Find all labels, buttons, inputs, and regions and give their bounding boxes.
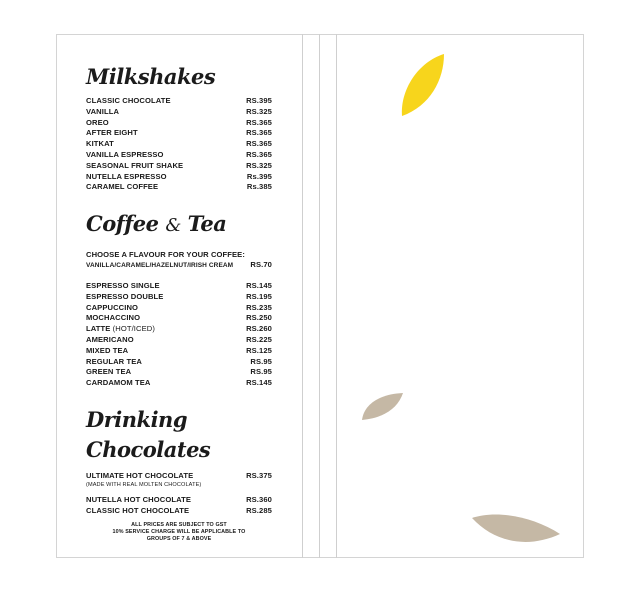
flavour-price: RS.70: [250, 260, 272, 270]
menu-item: [86, 346, 272, 357]
item-name: LATTE: [86, 324, 111, 334]
menu-item: [86, 378, 272, 389]
item-price: RS.360: [246, 494, 272, 504]
item-note: (HOT/ICED): [112, 324, 155, 334]
item-price: RS.250: [246, 313, 272, 323]
flavour-options: VANILLA/CARAMEL/HAZELNUT/IRISH CREAM: [86, 262, 234, 270]
item-name: KITKAT: [86, 139, 114, 149]
heading-word: Coffee: [86, 211, 159, 237]
item-name: MOCHACCINO: [86, 313, 141, 323]
item-name: AMERICANO: [86, 334, 134, 344]
menu-item: [86, 367, 272, 378]
item-name: CLASSIC CHOCOLATE: [86, 96, 171, 105]
milkshakes-heading: Milkshakes: [86, 64, 216, 89]
milkshakes-list: [86, 96, 272, 193]
item-price: RS.95: [250, 356, 272, 366]
menu-left-page: [86, 62, 272, 516]
menu-item: [86, 172, 272, 183]
menu-item: [86, 495, 272, 506]
pricing-note: [86, 522, 272, 543]
yellow-leaf-icon: [396, 50, 450, 120]
item-price: RS.325: [246, 160, 272, 170]
menu-item: [86, 357, 272, 368]
drinking-chocolates-heading: Drinking Chocolates: [86, 406, 211, 462]
menu-item: [86, 150, 272, 161]
item-price: RS.145: [246, 378, 272, 388]
coffee-tea-heading: [86, 209, 272, 241]
menu-item: [86, 139, 272, 150]
item-price: RS.375: [246, 470, 272, 480]
drinking-chocolates-list: [86, 471, 272, 516]
menu-item: [86, 313, 272, 324]
item-price: RS.395: [246, 96, 272, 105]
item-price: RS.365: [246, 117, 272, 127]
menu-item: [86, 96, 272, 107]
flavour-block: [86, 249, 272, 272]
item-price: RS.125: [246, 345, 272, 355]
item-price: RS.365: [246, 149, 272, 159]
item-name: VANILLA ESPRESSO: [86, 149, 164, 159]
menu-item: [86, 292, 272, 303]
menu-item: [86, 128, 272, 139]
item-name: ESPRESSO DOUBLE: [86, 291, 164, 301]
item-name: OREO: [86, 117, 109, 127]
menu-item: [86, 324, 272, 335]
menu-item: [86, 118, 272, 129]
item-price: RS.365: [246, 139, 272, 149]
heading-ampersand: &: [165, 215, 181, 237]
flavour-label: CHOOSE A FLAVOUR FOR YOUR COFFEE:: [86, 250, 245, 260]
item-name: ESPRESSO SINGLE: [86, 280, 160, 290]
menu-item: [86, 471, 272, 482]
item-name: NUTELLA ESPRESSO: [86, 171, 167, 181]
menu-item: [86, 281, 272, 292]
item-price: RS.195: [246, 291, 272, 301]
note-line: 10% SERVICE CHARGE WILL BE APPLICABLE TO: [112, 529, 246, 535]
fold-line: [319, 34, 320, 558]
item-price: Rs.385: [246, 182, 272, 192]
item-name: CARDAMOM TEA: [86, 378, 151, 388]
item-name: CLASSIC HOT CHOCOLATE: [86, 505, 190, 515]
item-price: RS.325: [246, 106, 272, 116]
item-price: Rs.395: [246, 171, 272, 181]
item-price: RS.225: [246, 334, 272, 344]
item-name: AFTER EIGHT: [86, 128, 138, 138]
item-subtitle: (MADE WITH REAL MOLTEN CHOCOLATE): [86, 481, 202, 488]
menu-item: [86, 506, 272, 517]
item-price: RS.95: [250, 367, 272, 377]
note-line: GROUPS OF 7 & ABOVE: [146, 536, 212, 542]
item-price: RS.260: [246, 324, 272, 334]
beige-leaf-large-icon: [468, 508, 564, 546]
menu-item: [86, 107, 272, 118]
item-price: RS.145: [246, 280, 272, 290]
menu-item: [86, 335, 272, 346]
heading-word: Tea: [187, 211, 227, 237]
note-line: ALL PRICES ARE SUBJECT TO GST: [131, 522, 227, 528]
flavour-row: [86, 260, 272, 272]
fold-line: [336, 34, 337, 558]
item-name: CARAMEL COFFEE: [86, 182, 159, 192]
item-price: RS.235: [246, 302, 272, 312]
coffee-tea-list: [86, 281, 272, 389]
item-name: GREEN TEA: [86, 367, 132, 377]
beige-leaf-small-icon: [358, 390, 406, 424]
item-price: RS.365: [246, 128, 272, 138]
item-name: VANILLA: [86, 106, 120, 116]
fold-line: [302, 34, 303, 558]
menu-item: [86, 182, 272, 193]
item-name: REGULAR TEA: [86, 356, 142, 366]
item-name: NUTELLA HOT CHOCOLATE: [86, 494, 192, 504]
item-name: ULTIMATE HOT CHOCOLATE: [86, 470, 194, 480]
item-name: MIXED TEA: [86, 345, 129, 355]
item-name: SEASONAL FRUIT SHAKE: [86, 160, 184, 170]
menu-item: [86, 303, 272, 314]
item-price: RS.285: [246, 505, 272, 515]
menu-item: [86, 161, 272, 172]
item-name: CAPPUCCINO: [86, 302, 139, 312]
